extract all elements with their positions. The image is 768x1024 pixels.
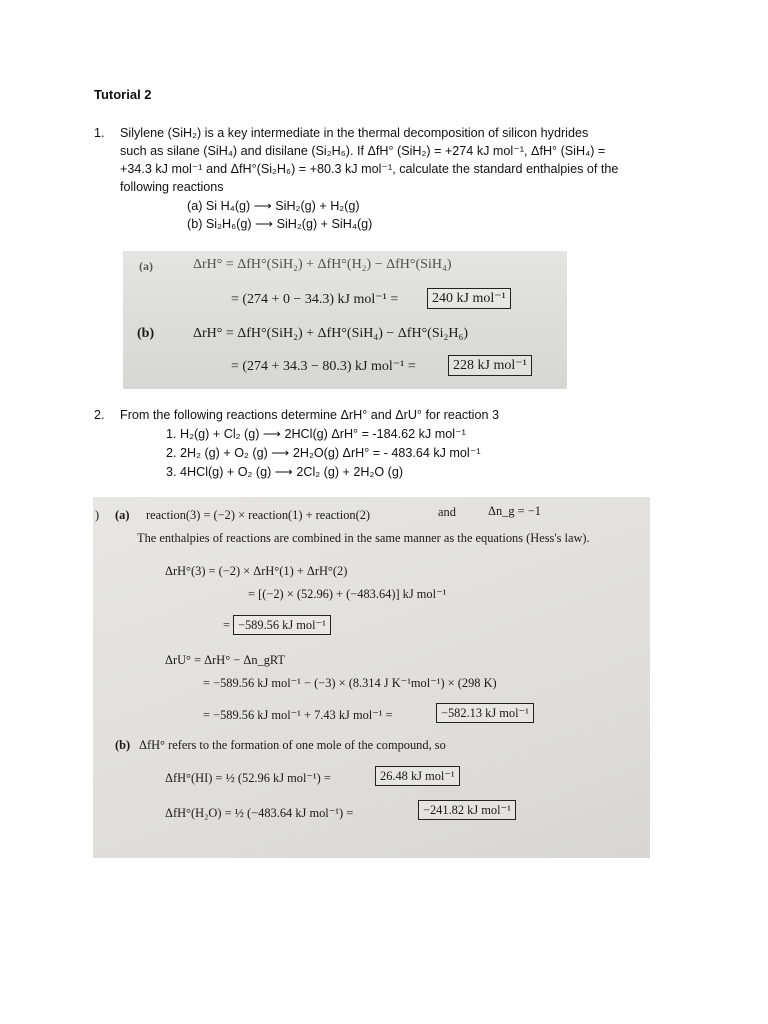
solution-equation: ΔfH°(HI) = ½ (52.96 kJ mol⁻¹) = xyxy=(165,771,331,785)
solution-result: −582.13 kJ mol⁻¹ xyxy=(436,703,534,723)
solution-equals: = xyxy=(223,618,230,632)
question-text-line: such as silane (SiH₄) and disilane (Si₂H₆). If ΔfH° (SiH₂) = +274 kJ mol⁻¹, ΔfH° (SiH₄) = xyxy=(120,144,606,158)
solution-image-1 xyxy=(123,251,567,389)
solution-equation: ΔrH° = ΔfH°(SiH₂) + ΔfH°(H₂) − ΔfH°(SiH₄) xyxy=(193,257,452,272)
solution-equation: ΔfH°(H₂O) = ½ (−483.64 kJ mol⁻¹) = xyxy=(165,806,354,820)
solution-calculation: = −589.56 kJ mol⁻¹ − (−3) × (8.314 J K⁻¹mol⁻¹) × (298 K) xyxy=(203,676,497,690)
solution-label: (b) xyxy=(137,326,155,341)
solution-result: −589.56 kJ mol⁻¹ xyxy=(233,615,331,635)
solution-equation: ΔrH° = ΔfH°(SiH₂) + ΔfH°(SiH₄) − ΔfH°(Si₂H₆) xyxy=(193,326,469,341)
solution-calculation: = −589.56 kJ mol⁻¹ + 7.43 kJ mol⁻¹ = xyxy=(203,708,393,722)
question-text-line: From the following reactions determine ΔrH° and ΔrU° for reaction 3 xyxy=(120,408,499,422)
question-text-line: Silylene (SiH₂) is a key intermediate in the thermal decomposition of silicon hydrides xyxy=(120,126,589,140)
reaction-b: (b) Si₂H₆(g) ⟶ SiH₂(g) + SiH₄(g) xyxy=(187,217,373,231)
solution-result: 26.48 kJ mol⁻¹ xyxy=(375,766,460,786)
solution-equation: ΔrU° = ΔrH° − Δn_gRT xyxy=(165,653,286,667)
solution-result: −241.82 kJ mol⁻¹ xyxy=(418,800,516,820)
solution-text: ΔfH° refers to the formation of one mole of the compound, so xyxy=(139,738,446,752)
solution-calculation: = (274 + 0 − 34.3) kJ mol⁻¹ = xyxy=(231,292,399,307)
solution-result: 228 kJ mol⁻¹ xyxy=(448,355,532,376)
solution-reaction: reaction(3) = (−2) × reaction(1) + reaction(2) xyxy=(146,508,371,522)
reaction-2: 2. 2H₂ (g) + O₂ (g) ⟶ 2H₂O(g) ΔrH° = - 483.64 kJ mol⁻¹ xyxy=(166,446,481,460)
solution-image-2 xyxy=(93,497,650,858)
solution-label: (a) xyxy=(115,508,130,522)
question-number: 2. xyxy=(94,408,105,422)
solution-fragment: ) xyxy=(95,508,100,522)
solution-connector: and xyxy=(438,505,456,519)
page-title: Tutorial 2 xyxy=(94,87,152,102)
solution-label: (b) xyxy=(115,738,131,752)
reaction-1: 1. H₂(g) + Cl₂ (g) ⟶ 2HCl(g) ΔrH° = -184.62 kJ mol⁻¹ xyxy=(166,427,466,441)
question-number: 1. xyxy=(94,126,105,140)
solution-label: (a) xyxy=(139,259,153,273)
reaction-a: (a) Si H₄(g) ⟶ SiH₂(g) + H₂(g) xyxy=(187,199,360,213)
question-text-line: +34.3 kJ mol⁻¹ and ΔfH°(Si₂H₆) = +80.3 kJ mol⁻¹, calculate the standard enthalpies of the xyxy=(120,162,619,176)
solution-calculation: = (274 + 34.3 − 80.3) kJ mol⁻¹ = xyxy=(231,359,416,374)
question-text-line: following reactions xyxy=(120,180,224,194)
solution-delta-ng: Δn_g = −1 xyxy=(488,504,541,518)
solution-calculation: = [(−2) × (52.96) + (−483.64)] kJ mol⁻¹ xyxy=(248,587,447,601)
reaction-3: 3. 4HCl(g) + O₂ (g) ⟶ 2Cl₂ (g) + 2H₂O (g) xyxy=(166,465,404,479)
solution-equation: ΔrH°(3) = (−2) × ΔrH°(1) + ΔrH°(2) xyxy=(165,564,348,578)
solution-hess-text: The enthalpies of reactions are combined in the same manner as the equations (Hess's law). xyxy=(137,531,590,545)
solution-result: 240 kJ mol⁻¹ xyxy=(427,288,511,309)
